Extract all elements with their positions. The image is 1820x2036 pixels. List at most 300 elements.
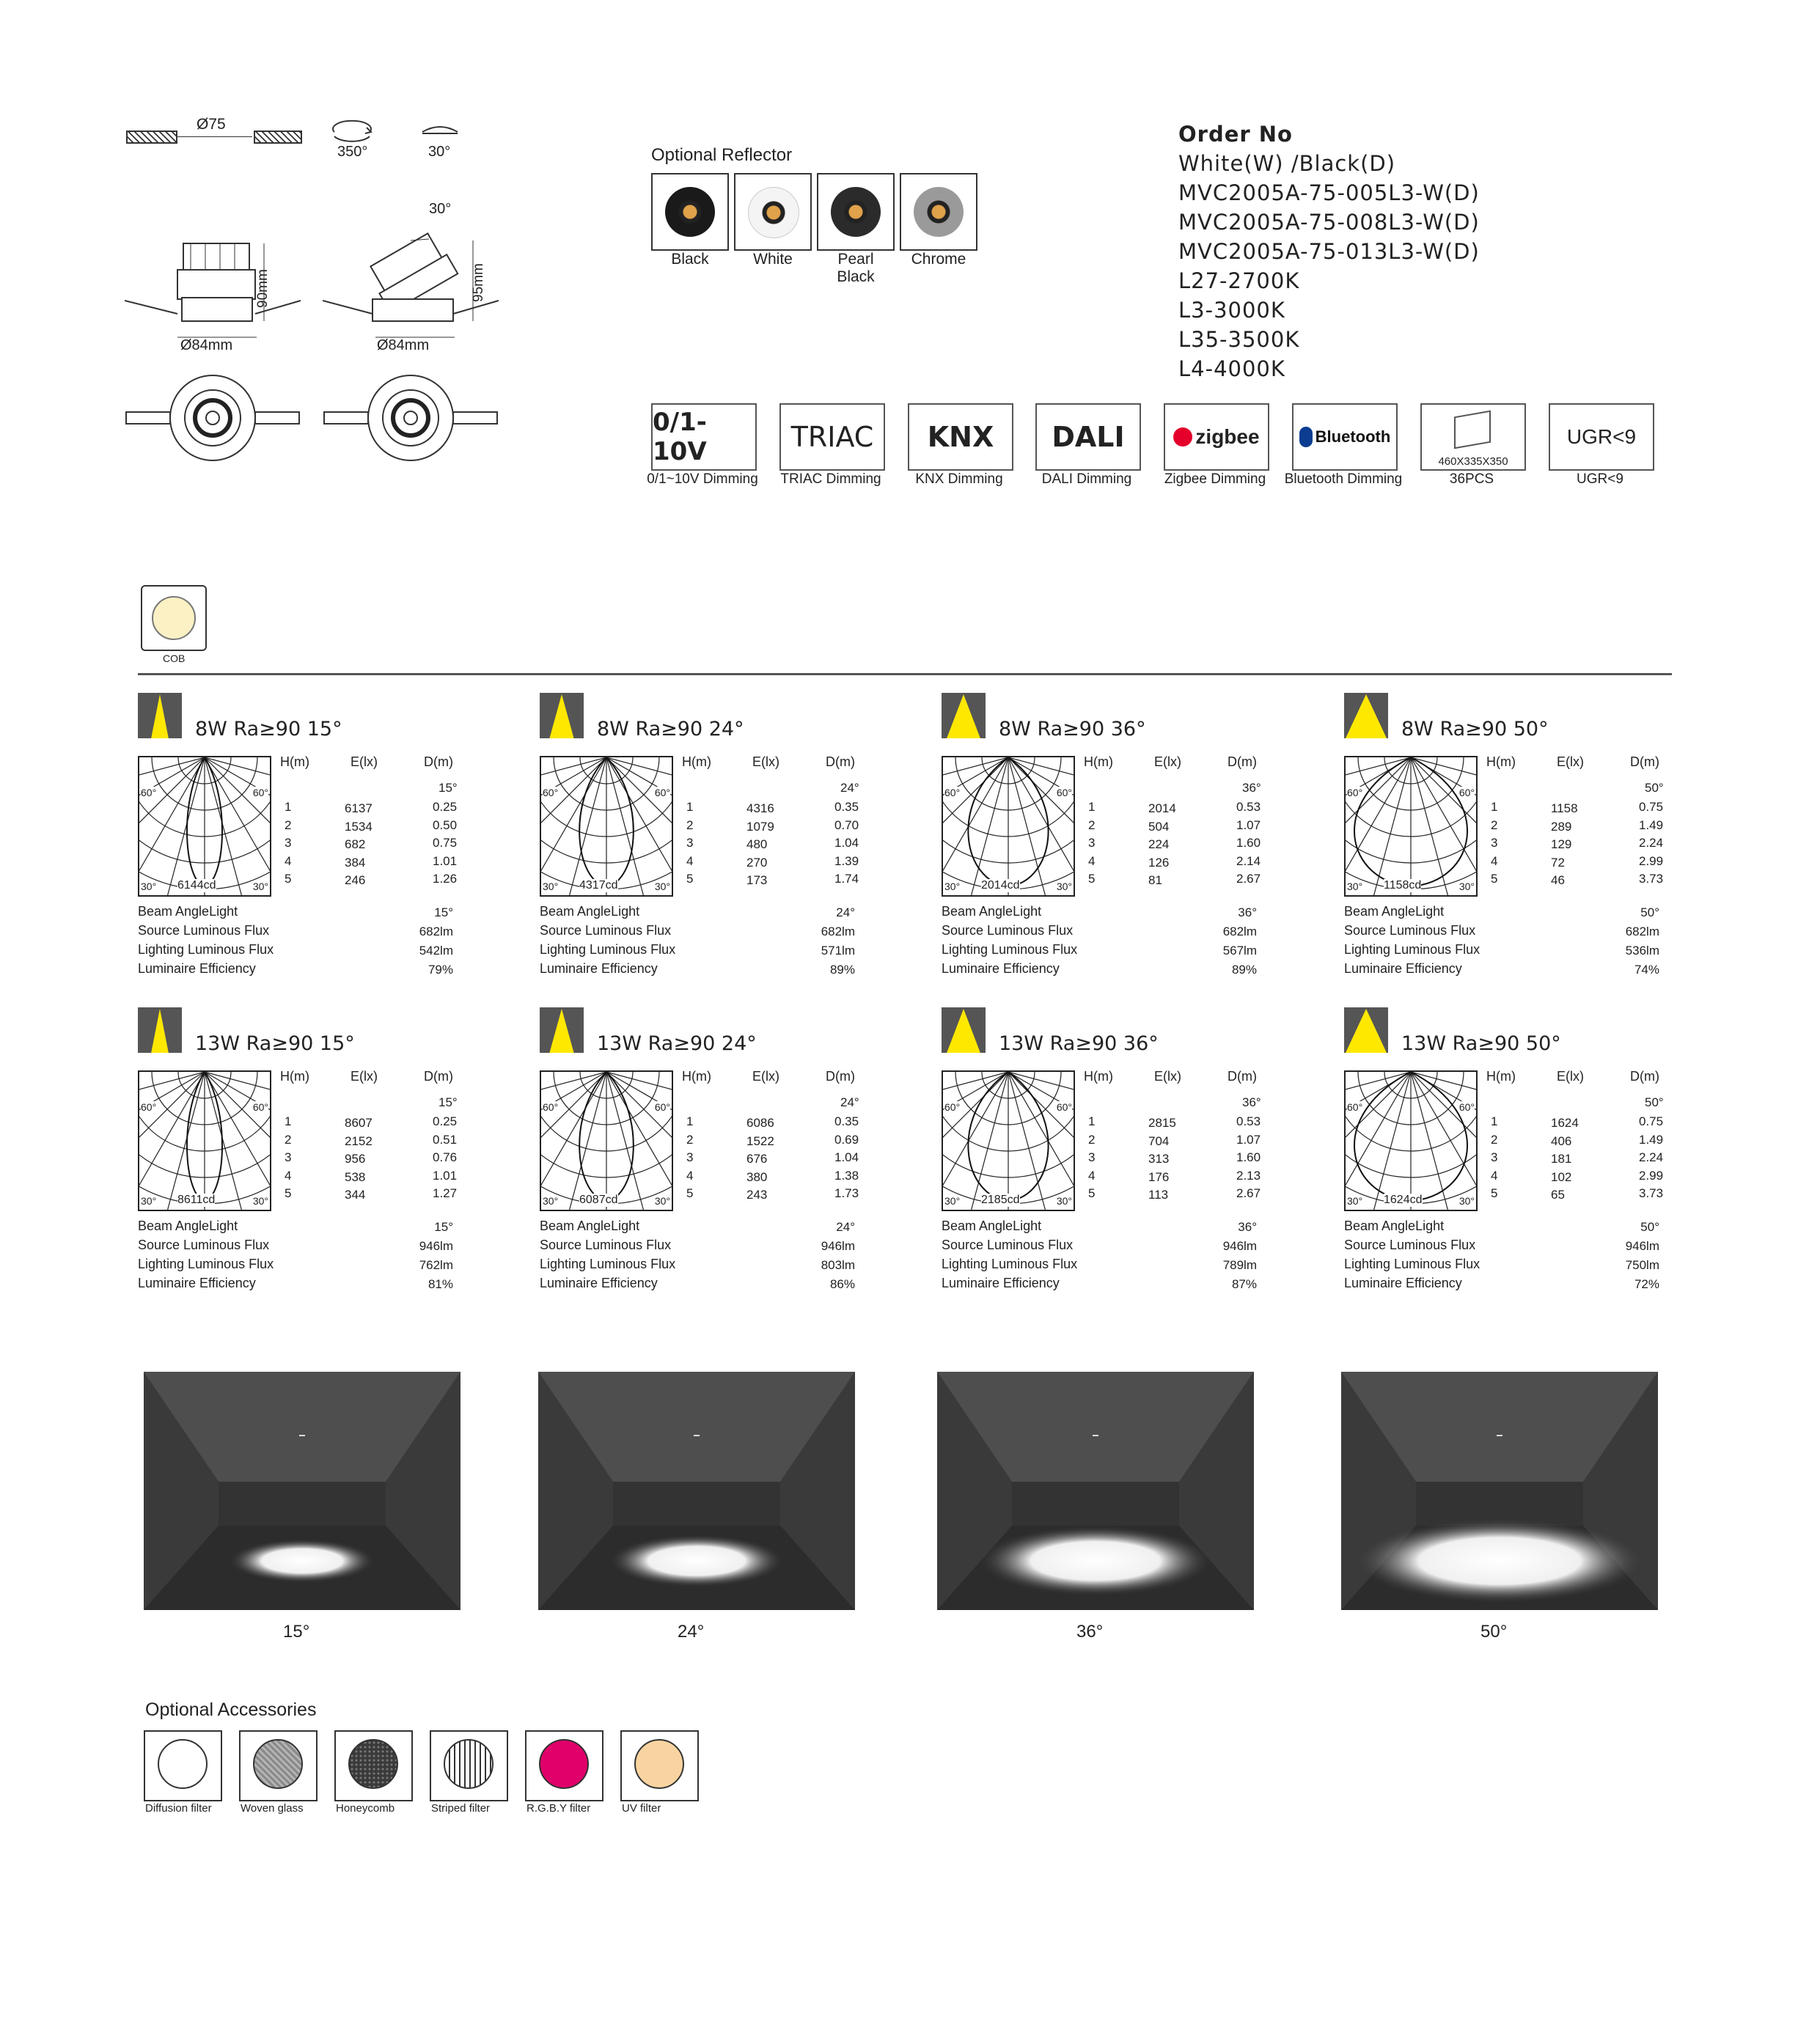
diameter-value: 2.67	[1236, 872, 1261, 886]
polar-diagram	[139, 1072, 270, 1210]
diameter-value: 1.04	[834, 836, 859, 850]
reflector-label: Black	[671, 251, 709, 268]
diameter-value: 3.73	[1639, 1186, 1664, 1200]
illuminance-value: 406	[1551, 1133, 1572, 1148]
order-line: L35-3500K	[1178, 327, 1300, 352]
dimming-badge-text: KNX	[927, 421, 994, 453]
header-e: E(lx)	[1557, 1069, 1584, 1084]
diameter-value: 0.75	[1639, 1114, 1664, 1128]
candela-label: 2014cd	[981, 879, 1020, 892]
illuminance-value: 676	[746, 1152, 768, 1166]
illuminance-value: 243	[746, 1188, 768, 1202]
header-h: H(m)	[280, 754, 309, 769]
illuminance-value: 1624	[1551, 1116, 1579, 1130]
polar-frame	[540, 1070, 673, 1211]
summary-label: Lighting Luminous Flux	[1344, 1257, 1480, 1271]
dimming-label: DALI Dimming	[1041, 471, 1132, 487]
diameter-value: 1.07	[1236, 817, 1261, 832]
summary-value: 24°	[836, 1220, 855, 1234]
accessory-swatch	[334, 1730, 413, 1801]
tilt-icon	[419, 123, 460, 138]
height-value: 2	[686, 1132, 694, 1147]
summary-label: Beam AngleLight	[1344, 1219, 1445, 1233]
diameter-value: 1.01	[433, 853, 458, 868]
order-line: White(W) /Black(D)	[1178, 151, 1396, 176]
rotate-label: 350°	[337, 144, 368, 160]
summary-label: Lighting Luminous Flux	[540, 942, 676, 957]
accessory-label: R.G.B.Y filter	[526, 1802, 591, 1815]
dimming-badge-text: TRIAC	[790, 421, 874, 453]
illuminance-value: 956	[345, 1152, 366, 1166]
summary-value: 15°	[434, 1220, 453, 1234]
polar-label-30-right: 30°	[252, 1195, 268, 1207]
reflector-disc	[748, 187, 799, 238]
summary-label: Beam AngleLight	[138, 1219, 238, 1233]
beam-render	[144, 1372, 460, 1610]
polar-label-30-left: 30°	[141, 881, 157, 892]
beam-cone-icon	[540, 1007, 584, 1053]
beam-cone-icon	[540, 693, 584, 738]
block-title: 8W Ra≥90 24°	[597, 718, 744, 740]
polar-label-60-right: 60°	[1056, 787, 1072, 798]
height-value: 1	[686, 800, 694, 814]
polar-label-60-right: 60°	[1458, 1101, 1475, 1113]
summary-label: Luminaire Efficiency	[138, 961, 256, 976]
polar-label-60-left: 60°	[141, 1101, 157, 1113]
diameter-value: 0.75	[433, 836, 458, 850]
height-value: 3	[1088, 836, 1096, 850]
beam-cone-icon	[942, 1007, 986, 1053]
illuminance-value: 704	[1148, 1133, 1170, 1148]
polar-label-60-left: 60°	[543, 787, 559, 798]
header-h: H(m)	[1486, 754, 1516, 769]
diameter-value: 2.14	[1236, 853, 1261, 868]
summary-value: 81%	[428, 1277, 453, 1291]
diameter-value: 0.50	[433, 817, 458, 832]
summary-value: 567lm	[1222, 944, 1257, 958]
beam-angle-value: 50°	[1645, 1095, 1664, 1109]
diameter-value: 2.24	[1639, 836, 1664, 850]
illuminance-value: 270	[746, 855, 768, 870]
diameter-value: 1.39	[834, 853, 859, 868]
height-value: 4	[1491, 853, 1498, 868]
illuminance-value: 129	[1551, 837, 1572, 851]
header-d: D(m)	[1228, 754, 1257, 769]
polar-label-60-left: 60°	[543, 1101, 559, 1113]
illuminance-value: 6137	[345, 801, 373, 815]
polar-frame	[1344, 1070, 1478, 1211]
illuminance-value: 1079	[746, 819, 774, 834]
height-value: 3	[1491, 836, 1498, 850]
beam-angle-icon	[138, 693, 182, 738]
summary-label: Lighting Luminous Flux	[942, 942, 1078, 957]
accessory-label: Striped filter	[431, 1802, 491, 1815]
room-scene	[144, 1372, 460, 1610]
beam-angle-icon	[540, 693, 584, 738]
accessory-label: UV filter	[622, 1802, 661, 1815]
beam-angle-icon	[540, 1007, 584, 1053]
summary-label: Source Luminous Flux	[540, 1238, 672, 1252]
illuminance-value: 289	[1551, 819, 1572, 834]
height-value: 4	[1088, 1168, 1096, 1183]
height-value: 3	[1088, 1150, 1096, 1164]
render-angle-label: 24°	[678, 1622, 705, 1642]
candela-label: 6087cd	[579, 1194, 618, 1206]
candela-label: 2185cd	[981, 1194, 1020, 1206]
header-d: D(m)	[1630, 1069, 1659, 1084]
block-title: 13W Ra≥90 36°	[999, 1032, 1159, 1055]
header-h: H(m)	[1084, 754, 1113, 769]
accessory-disc	[444, 1739, 493, 1789]
beam-render	[937, 1372, 1254, 1610]
diameter-value: 2.99	[1639, 853, 1664, 868]
diameter-value: 2.67	[1236, 1186, 1261, 1200]
summary-value: 682lm	[1222, 925, 1257, 938]
illuminance-value: 380	[746, 1169, 768, 1184]
header-e: E(lx)	[752, 1069, 779, 1084]
summary-value: 682lm	[1625, 925, 1659, 938]
beam-angle-icon	[1344, 1007, 1388, 1053]
polar-label-60-right: 60°	[1458, 787, 1475, 798]
bluetooth-icon	[1299, 427, 1313, 447]
illuminance-value: 8607	[345, 1116, 373, 1130]
cutout-right-bar	[254, 131, 302, 144]
accessory-disc	[539, 1739, 589, 1789]
summary-label: Source Luminous Flux	[942, 1238, 1074, 1252]
diameter-value: 0.75	[1639, 800, 1664, 814]
header-d: D(m)	[826, 1069, 855, 1084]
top-view-2	[323, 374, 499, 462]
polar-label-60-left: 60°	[944, 1101, 961, 1113]
polar-diagram	[541, 757, 672, 895]
polar-label-30-right: 30°	[1056, 881, 1072, 892]
beam-angle-value: 15°	[439, 1095, 458, 1109]
summary-value: 24°	[836, 905, 855, 919]
illuminance-value: 65	[1551, 1188, 1565, 1202]
block-title: 8W Ra≥90 50°	[1401, 718, 1549, 740]
summary-label: Beam AngleLight	[1344, 904, 1445, 919]
accessory-disc	[253, 1739, 303, 1789]
tilt-angle-label: 30°	[429, 201, 452, 217]
rotate-icon	[329, 117, 375, 142]
polar-label-60-right: 60°	[654, 787, 670, 798]
header-d: D(m)	[826, 754, 855, 769]
summary-label: Lighting Luminous Flux	[1344, 942, 1480, 957]
summary-label: Source Luminous Flux	[138, 1238, 270, 1252]
accessory-disc	[348, 1739, 398, 1789]
illuminance-value: 480	[746, 837, 768, 851]
dimming-label: Zigbee Dimming	[1164, 471, 1266, 487]
reflector-swatch	[817, 173, 895, 251]
diameter-value: 1.38	[834, 1168, 859, 1183]
accessory-swatch	[144, 1730, 222, 1801]
summary-value: 750lm	[1625, 1258, 1659, 1272]
summary-label: Luminaire Efficiency	[540, 1276, 658, 1290]
summary-label: Source Luminous Flux	[1344, 1238, 1476, 1252]
height-value: 5	[1491, 872, 1498, 886]
height-value: 2	[285, 817, 292, 832]
summary-value: 946lm	[419, 1239, 453, 1253]
summary-label: Beam AngleLight	[138, 904, 238, 919]
summary-value: 803lm	[821, 1258, 855, 1272]
dimming-badge-text: 0/1-10V	[653, 408, 707, 466]
zigbee-icon	[1173, 427, 1192, 446]
diameter-value: 0.70	[834, 817, 859, 832]
summary-label: Beam AngleLight	[942, 904, 1042, 919]
height-value: 4	[285, 1168, 292, 1183]
height-value: 4	[285, 853, 292, 868]
header-h: H(m)	[1486, 1069, 1516, 1084]
diameter-value: 1.01	[433, 1168, 458, 1183]
beam-angle-icon	[942, 1007, 986, 1053]
height-value: 3	[1491, 1150, 1498, 1164]
reflector-disc	[914, 187, 964, 237]
height-value: 1	[1088, 1114, 1096, 1128]
reflector-swatch	[734, 173, 812, 251]
dimming-label: 0/1~10V Dimming	[647, 471, 758, 487]
cutout-label: Ø75	[197, 116, 226, 133]
diameter-value: 2.24	[1639, 1150, 1664, 1164]
illuminance-value: 72	[1551, 855, 1565, 870]
beam-angle-value: 24°	[840, 1095, 859, 1109]
diameter-value: 0.76	[433, 1150, 458, 1164]
beam-angle-value: 50°	[1645, 781, 1664, 795]
order-title: Order No	[1178, 122, 1293, 147]
height-value: 3	[285, 1150, 292, 1164]
summary-value: 36°	[1238, 1220, 1257, 1234]
summary-label: Beam AngleLight	[540, 1219, 640, 1233]
diameter-value: 1.07	[1236, 1132, 1261, 1147]
illuminance-value: 4316	[746, 801, 774, 815]
header-e: E(lx)	[752, 754, 779, 769]
header-d: D(m)	[424, 1069, 453, 1084]
height-value: 1	[1491, 800, 1498, 814]
height-value: 5	[285, 1186, 292, 1200]
polar-label-30-left: 30°	[141, 1195, 157, 1207]
dimming-badge-text: zigbee	[1195, 425, 1260, 448]
height-value: 1	[1088, 800, 1096, 814]
dimming-label: 36PCS	[1449, 471, 1494, 487]
summary-value: 36°	[1238, 905, 1257, 919]
diameter-value: 2.13	[1236, 1168, 1261, 1183]
height-value: 5	[686, 872, 694, 886]
height-value: 4	[686, 853, 694, 868]
diameter-value: 1.49	[1639, 817, 1664, 832]
summary-value: 74%	[1634, 963, 1659, 977]
illuminance-value: 126	[1148, 855, 1170, 870]
diameter-value: 0.53	[1236, 1114, 1261, 1128]
polar-label-30-left: 30°	[1347, 881, 1363, 892]
polar-diagram	[139, 757, 270, 895]
summary-value: 571lm	[821, 944, 855, 958]
polar-label-60-right: 60°	[252, 1101, 268, 1113]
diameter-fixed-label: Ø84mm	[180, 337, 233, 353]
dimming-badge	[1035, 403, 1141, 471]
illuminance-value: 682	[345, 837, 366, 851]
polar-label-30-left: 30°	[944, 1195, 961, 1207]
beam-angle-value: 36°	[1242, 781, 1261, 795]
dimming-label: KNX Dimming	[915, 471, 1003, 487]
polar-label-30-right: 30°	[654, 1195, 670, 1207]
header-e: E(lx)	[1557, 754, 1584, 769]
diameter-value: 0.51	[433, 1132, 458, 1147]
dimming-badge-text: DALI	[1052, 421, 1125, 453]
height-value: 1	[285, 1114, 292, 1128]
summary-label: Luminaire Efficiency	[1344, 961, 1462, 976]
height-tilt-label: 95mm	[471, 263, 486, 302]
render-angle-label: 36°	[1076, 1622, 1104, 1642]
summary-value: 72%	[1634, 1277, 1659, 1291]
diameter-value: 1.49	[1639, 1132, 1664, 1147]
illuminance-value: 344	[345, 1188, 366, 1202]
polar-diagram	[1346, 757, 1476, 895]
beam-cone-icon	[1344, 1007, 1388, 1053]
polar-frame	[1344, 756, 1478, 897]
summary-value: 86%	[829, 1277, 855, 1291]
polar-label-30-right: 30°	[1458, 881, 1475, 892]
polar-label-30-right: 30°	[654, 881, 670, 892]
header-d: D(m)	[424, 754, 453, 769]
illuminance-value: 46	[1551, 873, 1565, 887]
summary-value: 946lm	[821, 1239, 855, 1253]
polar-label-30-left: 30°	[543, 1195, 559, 1207]
order-line: L4-4000K	[1178, 356, 1285, 381]
diameter-value: 2.99	[1639, 1168, 1664, 1183]
height-value: 5	[1491, 1186, 1498, 1200]
header-e: E(lx)	[1154, 754, 1181, 769]
dimming-label: UGR<9	[1577, 471, 1623, 487]
summary-label: Source Luminous Flux	[138, 923, 270, 938]
summary-label: Lighting Luminous Flux	[138, 1257, 274, 1271]
height-value: 2	[285, 1132, 292, 1147]
block-title: 8W Ra≥90 15°	[195, 718, 342, 740]
diameter-value: 1.73	[834, 1186, 859, 1200]
summary-label: Beam AngleLight	[942, 1219, 1042, 1233]
height-value: 5	[686, 1186, 694, 1200]
polar-label-60-left: 60°	[1347, 787, 1363, 798]
block-title: 13W Ra≥90 50°	[1401, 1032, 1561, 1055]
reflector-swatch	[651, 173, 729, 251]
height-value: 4	[1491, 1168, 1498, 1183]
height-value: 3	[686, 836, 694, 850]
dimming-label: Bluetooth Dimming	[1284, 471, 1403, 487]
reflector-label: Pearl Black	[837, 251, 875, 285]
height-value: 2	[1491, 817, 1498, 832]
beam-render	[538, 1372, 855, 1610]
polar-diagram	[943, 1072, 1074, 1210]
summary-label: Source Luminous Flux	[540, 923, 672, 938]
summary-label: Source Luminous Flux	[1344, 923, 1476, 938]
height-value: 1	[285, 800, 292, 814]
illuminance-value: 1522	[746, 1133, 774, 1148]
candela-label: 1158cd	[1384, 879, 1422, 892]
order-line: L27-2700K	[1178, 268, 1300, 293]
polar-label-60-right: 60°	[1056, 1101, 1072, 1113]
summary-value: 946lm	[1222, 1239, 1257, 1253]
height-value: 3	[285, 836, 292, 850]
cob-label: COB	[163, 653, 186, 664]
diameter-value: 1.27	[433, 1186, 458, 1200]
summary-label: Source Luminous Flux	[942, 923, 1074, 938]
accessory-label: Honeycomb	[336, 1802, 395, 1815]
accessory-swatch	[430, 1730, 508, 1801]
diameter-value: 0.35	[834, 1114, 859, 1128]
room-scene	[1341, 1372, 1658, 1610]
dimming-badge	[908, 403, 1013, 471]
polar-diagram	[541, 1072, 672, 1210]
illuminance-value: 181	[1551, 1152, 1572, 1166]
beam-render	[1341, 1372, 1658, 1610]
diameter-value: 0.25	[433, 800, 458, 814]
summary-label: Lighting Luminous Flux	[540, 1257, 676, 1271]
accessory-label: Woven glass	[241, 1802, 304, 1815]
polar-label-30-left: 30°	[543, 881, 559, 892]
render-angle-label: 15°	[283, 1622, 310, 1642]
beam-angle-icon	[138, 1007, 182, 1053]
reflector-label: Chrome	[911, 251, 966, 268]
illuminance-value: 2014	[1148, 801, 1176, 815]
summary-label: Luminaire Efficiency	[942, 961, 1060, 976]
accessories-title: Optional Accessories	[145, 1699, 317, 1720]
summary-label: Beam AngleLight	[540, 904, 640, 919]
illuminance-value: 1534	[345, 819, 373, 834]
dimming-badge-text: UGR<9	[1566, 425, 1637, 448]
summary-label: Luminaire Efficiency	[942, 1276, 1060, 1290]
summary-value: 50°	[1640, 905, 1659, 919]
polar-label-60-left: 60°	[141, 787, 157, 798]
top-view-1	[125, 374, 301, 462]
beam-angle-value: 24°	[840, 781, 859, 795]
header-e: E(lx)	[351, 1069, 378, 1084]
accessory-disc	[634, 1739, 684, 1789]
summary-label: Luminaire Efficiency	[540, 961, 658, 976]
box-icon	[1454, 411, 1491, 449]
dimming-badge-text: Bluetooth	[1315, 427, 1391, 446]
illuminance-value: 102	[1551, 1169, 1572, 1184]
order-line: L3-3000K	[1178, 298, 1285, 323]
accessory-swatch	[525, 1730, 603, 1801]
beam-angle-value: 15°	[439, 781, 458, 795]
summary-value: 682lm	[419, 925, 453, 938]
dimming-badge	[1292, 403, 1398, 471]
beam-angle-value: 36°	[1242, 1095, 1261, 1109]
candela-label: 1624cd	[1384, 1194, 1423, 1206]
illuminance-value: 246	[345, 873, 366, 887]
summary-value: 89%	[1231, 963, 1257, 977]
header-h: H(m)	[682, 754, 711, 769]
height-fixed-label: 90mm	[255, 269, 271, 308]
beam-angle-icon	[942, 693, 986, 738]
summary-value: 50°	[1640, 1220, 1659, 1234]
dimming-badge	[1164, 403, 1269, 471]
dimming-badge	[1549, 403, 1654, 471]
room-scene	[538, 1372, 855, 1610]
dimming-label: TRIAC Dimming	[780, 471, 881, 487]
reflector-disc	[831, 187, 881, 237]
reflector-swatch	[900, 173, 977, 251]
summary-value: 79%	[428, 963, 453, 977]
diameter-value: 3.73	[1639, 872, 1664, 886]
illuminance-value: 176	[1148, 1169, 1170, 1184]
accessory-swatch	[620, 1730, 699, 1801]
summary-value: 542lm	[419, 944, 453, 958]
summary-value: 946lm	[1625, 1239, 1659, 1253]
diameter-value: 0.25	[433, 1114, 458, 1128]
dimming-badge-text: 460X335X350	[1438, 455, 1508, 468]
illuminance-value: 313	[1148, 1152, 1170, 1166]
beam-cone-icon	[942, 693, 986, 738]
summary-value: 682lm	[821, 925, 855, 938]
